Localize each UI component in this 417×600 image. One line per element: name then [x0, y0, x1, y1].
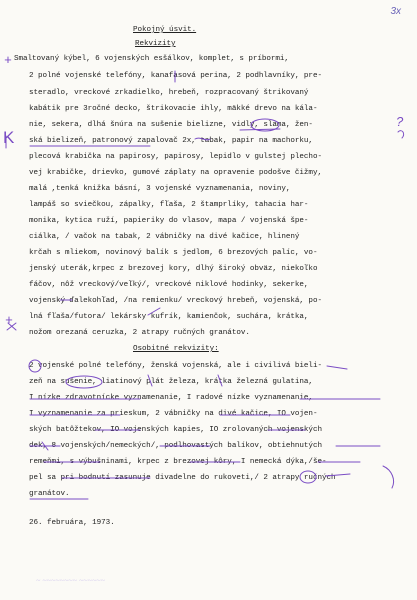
text-line: Smaltovaný kýbel, 6 vojenských esšálkov, komplet, s príbormi, — [14, 55, 289, 63]
text-line: vej krabičke, drievko, gumové záplaty na opravenie podošve čižmy, — [29, 169, 322, 177]
text-line: ská bielizeň, patronový zapalovač 2x, tabak, papir na machorku, — [29, 137, 313, 145]
text-line: I vyznamenanie za prieskum, 2 vábničky na divé kačice, IO vojen- — [29, 410, 318, 418]
text-line: ciálka, / vačok na tabak, 2 vábničky na divé kačice, hlinený — [29, 233, 300, 241]
text-line: krčah s mliekom, novinový balík s jedlom, 6 brezových palíc, vo- — [29, 249, 318, 257]
text-line: zeň na sušenie, liatinový plát železa, krátka železná gulatina, — [29, 378, 313, 386]
text-line: malá ,tenká knižka básní, 3 vojenské vyznamenania, noviny, — [29, 185, 291, 193]
text-line: vojenský ďalekohľad, /na remienku/ vreckový hrebeň, vojenská, po- — [29, 297, 322, 305]
text-line: nožom orezaná ceruzka, 2 atrapy ručných granátov. — [29, 329, 250, 337]
text-line: jenský uterák,krpec z brezovej kory, dlhý široký obväz, niekoľko — [29, 265, 318, 273]
text-line: pel sa pri bodnutí zasunuje divadelne do rukoveti,/ 2 atrapy ručných — [29, 474, 336, 482]
document-date: 26. februára, 1973. — [29, 519, 115, 527]
margin-question-mark: ? — [396, 114, 404, 129]
text-line: nie, sekera, dlhá šnúra na sušenie bielizne, vidly, slama, žen- — [29, 121, 313, 129]
section-heading-osobitne: Osobitné rekvizity: — [133, 345, 219, 353]
text-line: granátov. — [29, 490, 70, 498]
text-line: ských batôžtekov, IO vojenských kapies, IO zrolovaných vojenských — [29, 426, 322, 434]
text-line: kabátik pre 3ročné decko, štrikovacie ihly, mäkké drevo na kála- — [29, 105, 318, 113]
text-line: plecová krabička na papirosy, papirosy, lepidlo v gulstej plecho- — [29, 153, 322, 161]
text-line: fáčov, nôž vreckový/veľký/, vreckové niklové hodinky, sekerke, — [29, 281, 309, 289]
text-line: 2 vojenské polné telefóny, ženská vojenská, ale i civilivá bieli- — [29, 362, 322, 370]
section-heading-rekvizity: Rekvizity — [135, 40, 176, 48]
text-line: dek, 8 vojenských/nemeckých/, podlhovastých balíkov, obtiehnutých — [29, 442, 322, 450]
text-line: 2 polné vojenské telefóny, kanafasová perina, 2 podhlavníky, pre- — [29, 72, 322, 80]
page-number: 3x — [390, 6, 401, 17]
faint-handwritten-note: ~ ~~~~~~~~ ~~~~~~ — [36, 576, 105, 585]
margin-cross-mark: + — [5, 312, 13, 327]
document-title: Pokojný úsvit. — [133, 26, 197, 34]
text-line: steradlo, vreckové zrkadielko, hrebeň, rozpracovaný štrikovaný — [29, 89, 309, 97]
margin-cross-mark: + — [4, 52, 12, 67]
text-line: I nízke zdravotnícke vyznamenanie, I radové nízke vyznamenanie, — [29, 394, 313, 402]
text-line: remeňmi, s výbušninami, krpec z brezovej kôry, I nemecká dýka,/še- — [29, 458, 327, 466]
text-line: lampáš so sviečkou, zápalky, fľaša, 2 štamprlíky, tahacia har- — [29, 201, 309, 209]
margin-k-mark: K — [3, 128, 15, 147]
text-line: monika, kytica ruží, papieriky do vlasov, mapa / vojenská špe- — [29, 217, 309, 225]
text-line: lná fľaša/futora/ lekársky kufrík, kamienčok, suchára, krátka, — [29, 313, 309, 321]
